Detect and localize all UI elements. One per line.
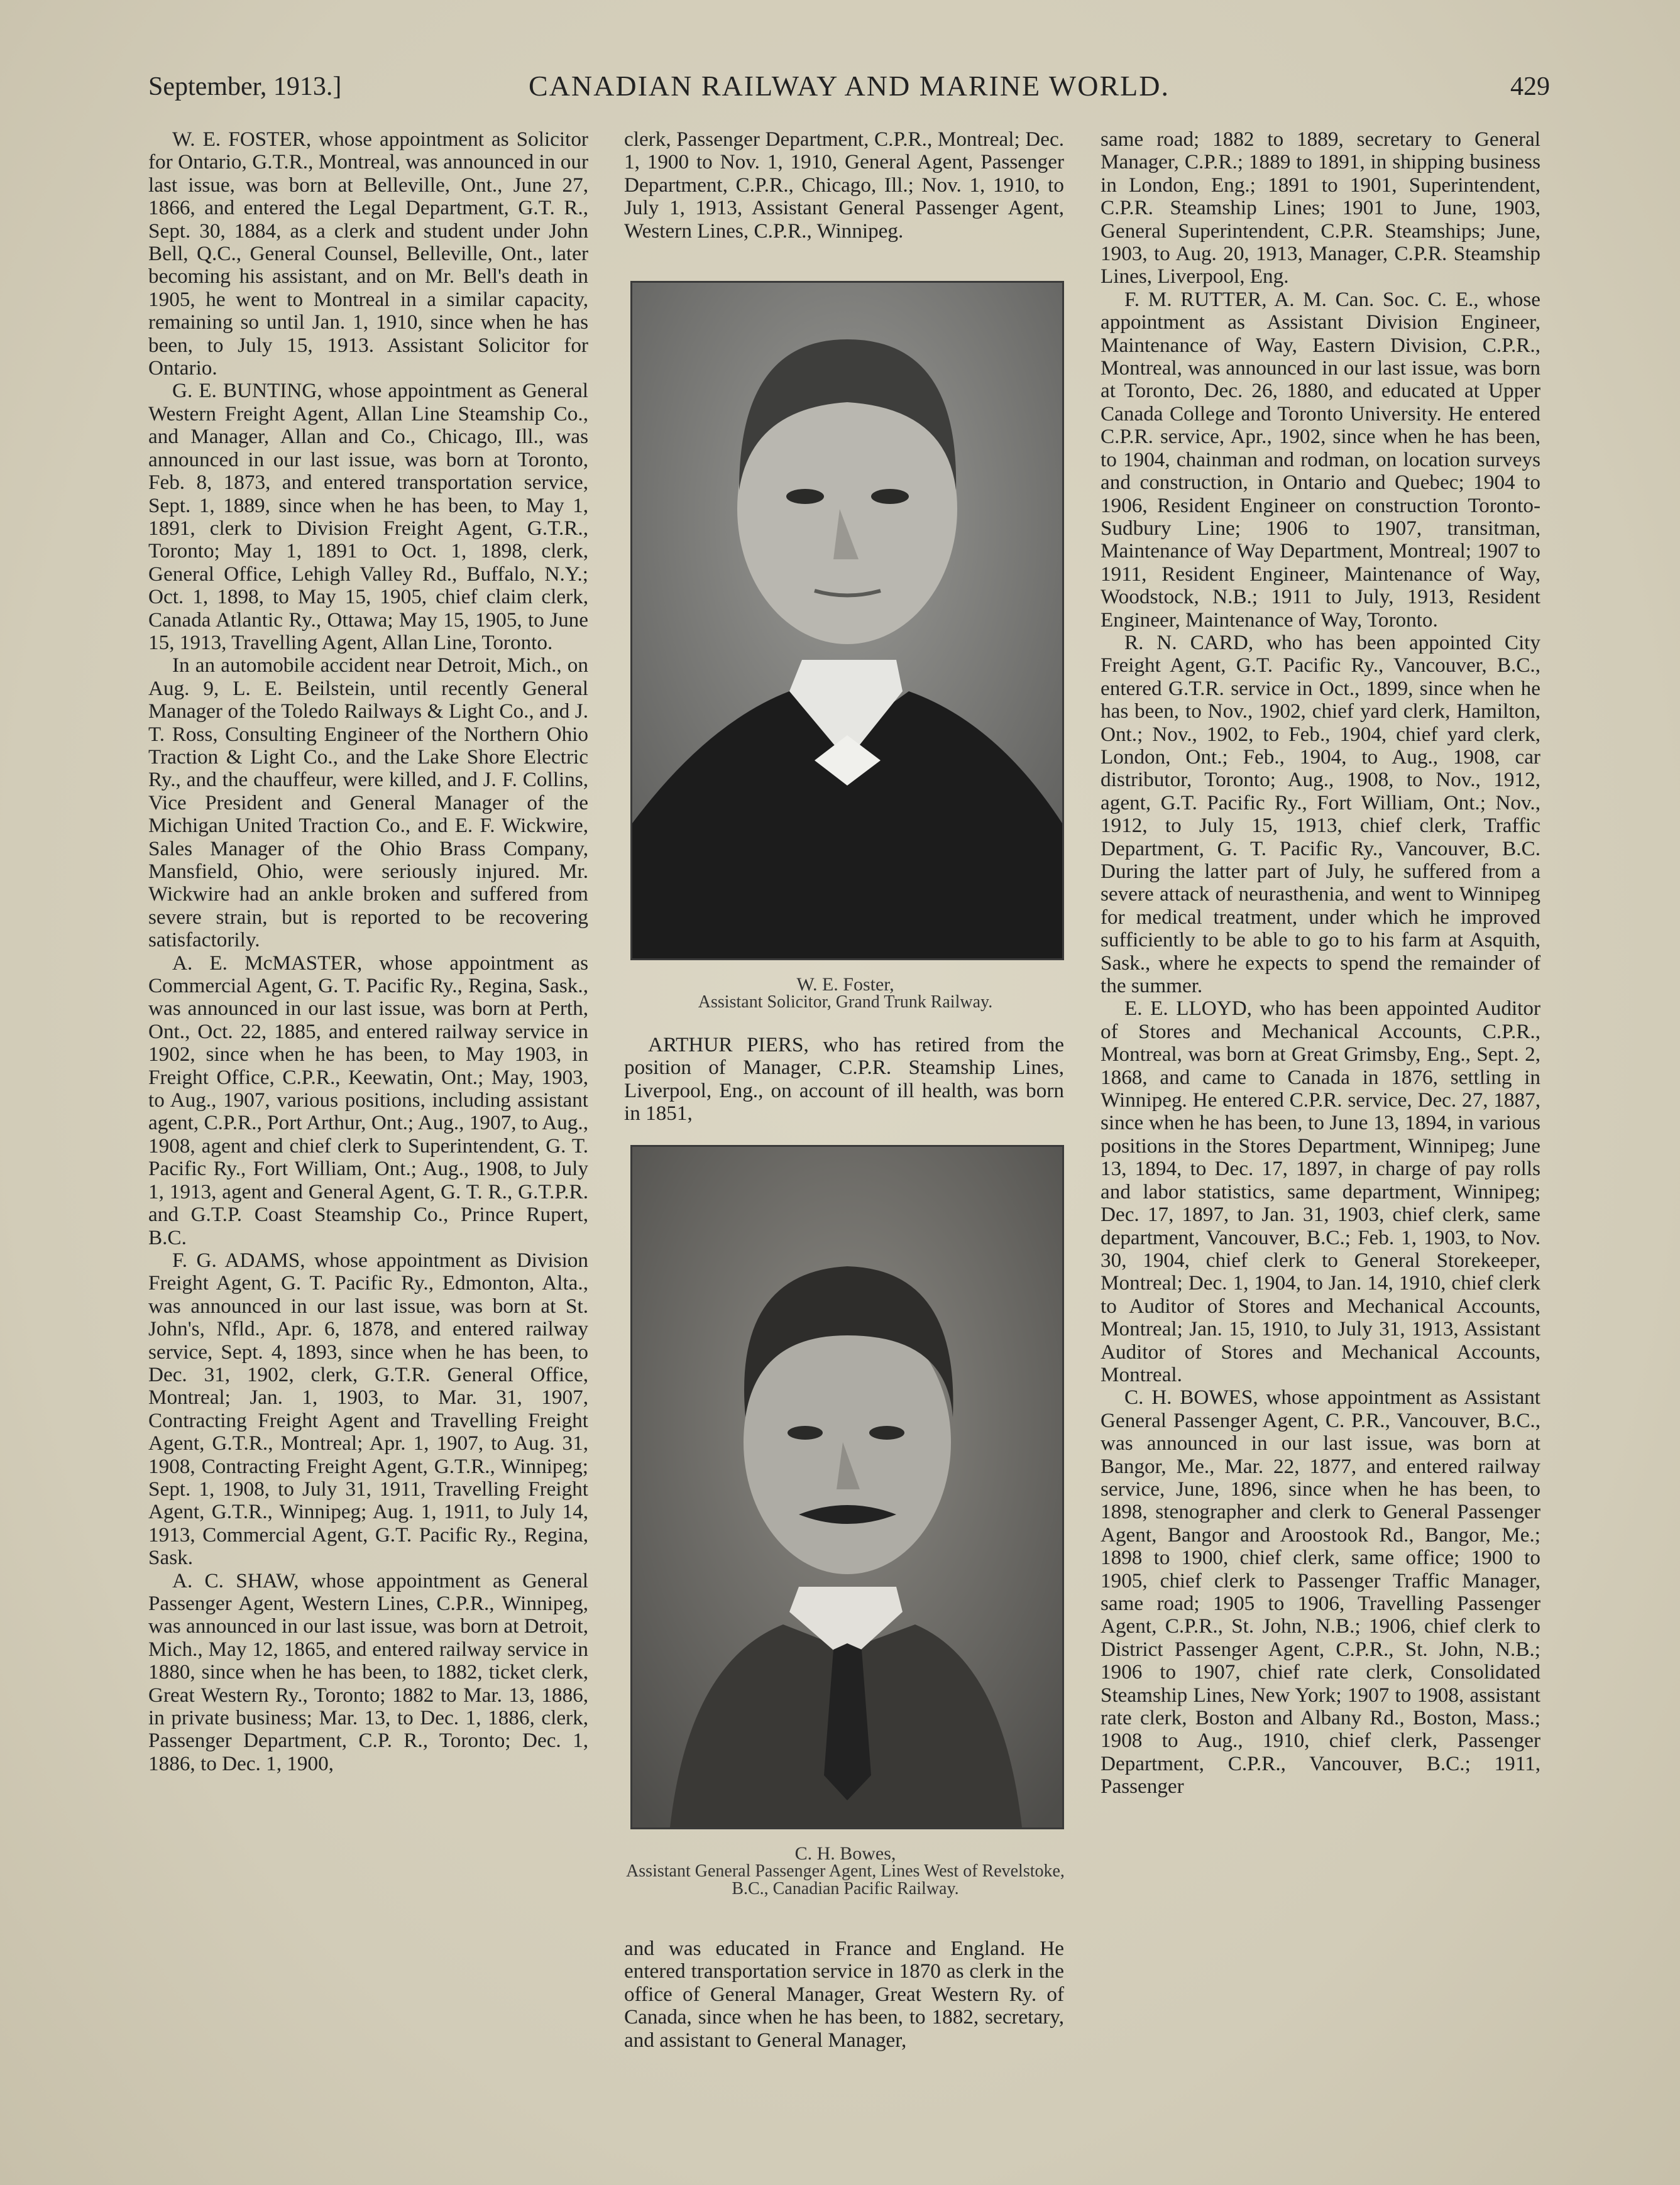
column-right xyxy=(1101,128,1540,2164)
publication-title: CANADIAN RAILWAY AND MARINE WORLD. xyxy=(529,70,1170,102)
article-adams: F. G. ADAMS, whose appointment as Division Freight Agent, G. T. Pacific Ry., Edmonton, Alta., was announced in our last issue, was born at St. John's, Nfld., Apr. 6, 1878, and entered railway service, Sept. 4, 1893, since when he has been, to Dec. 31, 1902, clerk, G.T.R. General Office, Montreal; Jan. 1, 1903, to Mar. 31, 1907, Contracting Freight Agent and Travelling Freight Agent, G.T.R., Montreal; Apr. 1, 1907, to Aug. 31, 1908, Contracting Freight Agent, G.T.R., Winnipeg; Sept. 1, 1908, to July 31, 1911, Travelling Freight Agent, G.T.R., Winnipeg; Aug. 1, 1911, to July 14, 1913, Commercial Agent, G.T. Pacific Ry., Regina, Sask. xyxy=(148,1248,588,1570)
column-left xyxy=(148,128,588,2164)
article-shaw: A. C. SHAW, whose appointment as General Passenger Agent, Western Lines, C.P.R., Winnipeg, was announced in our last issue, was born at Detroit, Mich., May 12, 1865, and entered railway service in 1880, since when he has been, to 1882, ticket clerk, Great Western Ry., Toronto; 1882 to Mar. 13, 1886, in private business; Mar. 13, to Dec. 1, 1886, clerk, Passenger Department, C.P. R., Toronto; Dec. 1, 1886, to Dec. 1, 1900, xyxy=(148,1569,588,1775)
caption-name: C. H. Bowes, xyxy=(794,1843,896,1864)
photo-caption-bowes xyxy=(619,1845,1072,1898)
article-piers-continued: and was educated in France and England. He entered transportation service in 1870 as clerk in the office of General Manager, Great Western Ry. of Canada, since when he has been, to 1882, secretary, and assistant to General Manager, xyxy=(624,1937,1064,2052)
article-shaw-continued: clerk, Passenger Department, C.P.R., Montreal; Dec. 1, 1900 to Nov. 1, 1910, General Agent, Passenger Department, C.P.R., Chicago, Ill.; Nov. 1, 1910, to July 1, 1913, Assistant General Passenger Agent, Western Lines, C.P.R., Winnipeg. xyxy=(624,128,1064,243)
article-foster: W. E. FOSTER, whose appointment as Solicitor for Ontario, G.T.R., Montreal, was announced in our last issue, was born at Belleville, Ont., June 27, 1866, and entered the Legal Department, G.T. R., Sept. 30, 1884, as a clerk and student under John Bell, Q.C., General Counsel, Belleville, Ont., later becoming his assistant, and on Mr. Bell's death in 1905, he went to Montreal in a similar capacity, remaining so until Jan. 1, 1910, since when he has been, to July 15, 1913. Assistant Solicitor for Ontario. xyxy=(148,128,588,380)
column-middle-bottom xyxy=(624,1937,1064,2052)
column-middle-center xyxy=(624,1034,1064,1125)
caption-title: Assistant General Passenger Agent, Lines West of Revelstoke, B.C., Canadian Pacific Railway. xyxy=(626,1861,1065,1898)
article-rutter: F. M. RUTTER, A. M. Can. Soc. C. E., whose appointment as Assistant Division Engineer, Maintenance of Way, Eastern Division, C.P.R., Montreal, was announced in our last issue, was born at Toronto, Dec. 26, 1880, and educated at Upper Canada College and Toronto University. He entered C.P.R. service, Apr., 1902, since when he has been, to 1904, chainman and rodman, on location surveys and construction, in Ontario and Quebec; 1904 to 1906, Resident Engineer on construction Toronto-Sudbury Line; 1906 to 1907, transitman, Maintenance of Way Department, Montreal; 1907 to 1911, Resident Engineer, Maintenance of Way, Woodstock, N.B.; 1911 to July, 1913, Resident Engineer, Maintenance of Way, Toronto. xyxy=(1101,287,1540,632)
article-piers: ARTHUR PIERS, who has retired from the position of Manager, C.P.R. Steamship Lines, Liverpool, Eng., on account of ill health, was born in 1851, xyxy=(624,1033,1064,1125)
issue-date: September, 1913.] xyxy=(148,72,342,101)
article-bowes: C. H. BOWES, whose appointment as Assistant General Passenger Agent, C. P.R., Vancouver, B.C., was announced in our last issue, was born at Bangor, Me., Mar. 22, 1877, and entered railway service, June, 1896, since when he has been, to 1898, stenographer and clerk to General Passenger Agent, Bangor and Aroostook Rd., Bangor, Me.; 1898 to 1900, chief clerk, same office; 1900 to 1905, chief clerk to Passenger Traffic Manager, same road; 1905 to 1906, Travelling Passenger Agent, C.P.R., St. John, N.B.; 1906, chief clerk to District Passenger Agent, C.P.R., St. John, N.B.; 1906 to 1907, chief rate clerk, Consolidated Steamship Lines, New York; 1907 to 1908, assistant rate clerk, Boston and Albany Rd., Boston, Mass.; 1908 to Aug., 1910, chief clerk, Passenger Department, C.P.R., Vancouver, B.C.; 1911, Passenger xyxy=(1101,1386,1540,1799)
photo-caption-foster xyxy=(619,976,1072,1011)
column-middle-top xyxy=(624,128,1064,243)
article-automobile-accident: In an automobile accident near Detroit, Mich., on Aug. 9, L. E. Beilstein, until recently General Manager of the Toledo Railways & Light Co., and J. T. Ross, Consulting Engineer of the Northern Ohio Traction & Light Co., and the Lake Shore Electric Ry., and the chauffeur, were killed, and J. F. Collins, Vice President and General Manager of the Michigan United Traction Co., and E. F. Wickwire, Sales Manager of the Ohio Brass Company, Mansfield, Ohio, were seriously injured. Mr. Wickwire had an ankle broken and suffered from severe strain, but is reported to be recovering satisfactorily. xyxy=(148,654,588,952)
caption-title: Assistant Solicitor, Grand Trunk Railway. xyxy=(698,992,993,1012)
portrait-photo-bowes xyxy=(630,1145,1064,1829)
page-number: 429 xyxy=(1510,72,1550,101)
page-header xyxy=(148,65,1550,116)
article-lloyd: E. E. LLOYD, who has been appointed Auditor of Stores and Mechanical Accounts, C.P.R., Montreal, was born at Great Grimsby, Eng., Sept. 2, 1868, and came to Canada in 1876, settling in Winnipeg. He entered C.P.R. service, Dec. 27, 1887, since when he has been, to June 13, 1894, in various positions in the Stores Department, Winnipeg; June 13, 1894, to Dec. 17, 1897, in charge of pay rolls and labor statistics, same department, Winnipeg; Dec. 17, 1897, to Jan. 31, 1903, chief clerk, same department, Vancouver, B.C.; Feb. 1, 1903, to Nov. 30, 1904, chief clerk to General Storekeeper, Montreal; Dec. 1, 1904, to Jan. 14, 1910, chief clerk to Auditor of Stores and Mechanical Accounts, Montreal; Jan. 15, 1910, to July 31, 1913, Assistant Auditor of Stores and Mechanical Accounts, Montreal. xyxy=(1101,997,1540,1386)
article-card: R. N. CARD, who has been appointed City Freight Agent, G.T. Pacific Ry., Vancouver, B.C., entered G.T.R. service in Oct., 1899, since when he has been, to Nov., 1902, chief yard clerk, Hamilton, Ont.; Nov., 1902, to Feb., 1904, chief yard clerk, London, Ont.; Feb., 1904, to Aug., 1908, car distributor, Toronto; Aug., 1908, to Nov., 1912, agent, G.T. Pacific Ry., Fort William, Ont.; Nov., 1912, to July 15, 1913, chief clerk, Traffic Department, G. T. Pacific Ry., Vancouver, B.C. During the latter part of July, he suffered from a severe attack of neurasthenia, and went to Winnipeg for medical treatment, under which he improved sufficiently to be able to go to his farm at Asquith, Sask., where he expects to spend the remainder of the summer. xyxy=(1101,630,1540,998)
article-mcmaster: A. E. McMASTER, whose appointment as Commercial Agent, G. T. Pacific Ry., Regina, Sask., was announced in our last issue, was born at Perth, Ont., Oct. 22, 1885, and entered railway service in 1902, since when he has been, to May 1903, in Freight Office, C.P.R., Keewatin, Ont.; May, 1903, to Aug., 1907, various positions, including assistant agent, C.P.R., Port Arthur, Ont.; Aug., 1907, to Aug., 1908, agent and chief clerk to Superintendent, G. T. Pacific Ry., Fort William, Ont.; Aug., 1908, to July 1, 1913, agent and General Agent, G. T. R., G.T.P.R. and G.T.P. Coast Steamship Co., Prince Rupert, B.C. xyxy=(148,951,588,1249)
article-piers-end: same road; 1882 to 1889, secretary to General Manager, C.P.R.; 1889 to 1891, in shipping business in London, Eng.; 1891 to 1901, Superintendent, C.P.R. Steamship Lines; 1901 to June, 1903, General Superintendent, C.P.R. Steamships; June, 1903, to Aug. 20, 1913, Manager, C.P.R. Steamship Lines, Liverpool, Eng. xyxy=(1101,128,1540,288)
portrait-photo-foster xyxy=(630,281,1064,960)
caption-name: W. E. Foster, xyxy=(796,974,894,995)
article-bunting: G. E. BUNTING, whose appointment as General Western Freight Agent, Allan Line Steamship Co., and Manager, Allan and Co., Chicago, Ill., was announced in our last issue, was born at Toronto, Feb. 8, 1873, and entered transportation service, Sept. 1, 1889, since when he has been, to May 1, 1891, clerk to Division Freight Agent, G.T.R., Toronto; May 1, 1891 to Oct. 1, 1898, clerk, General Office, Lehigh Valley Rd., Buffalo, N.Y.; Oct. 1, 1898, to May 15, 1905, chief claim clerk, Canada Atlantic Ry., Ottawa; May 15, 1905, to June 15, 1913, Travelling Agent, Allan Line, Toronto. xyxy=(148,379,588,654)
